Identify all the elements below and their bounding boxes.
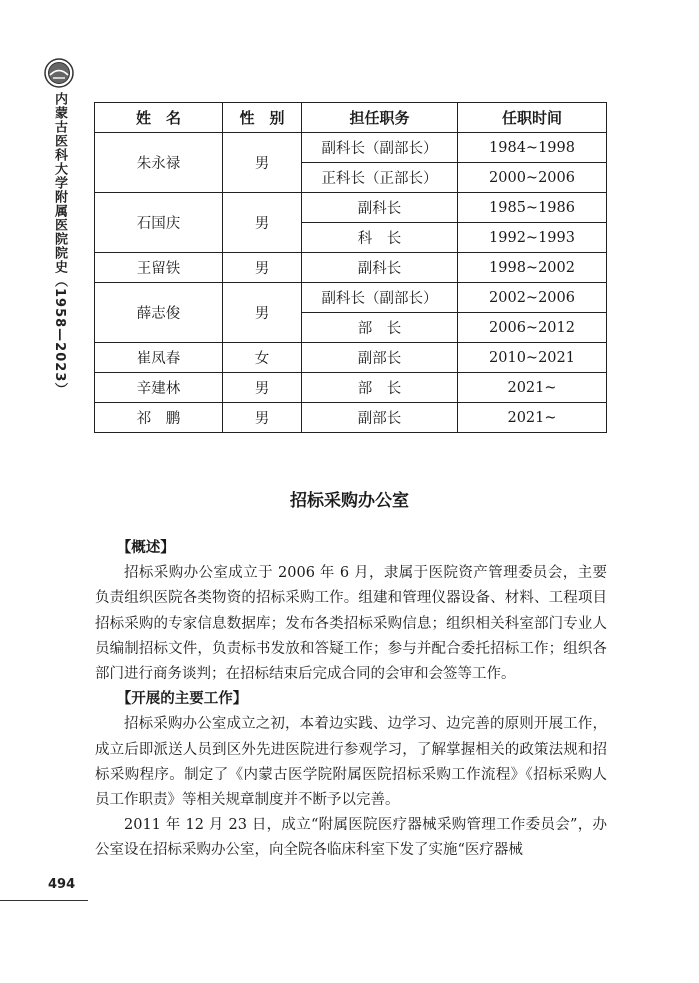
table-header-row <box>95 103 607 133</box>
table-row <box>95 133 607 163</box>
cell-period: 2006~2012 <box>458 313 607 343</box>
cell-post: 副部长 <box>302 403 458 433</box>
section-title: 招标采购办公室 <box>290 491 409 511</box>
cell-post: 副科长 <box>302 253 458 283</box>
cell-post: 副部长 <box>302 343 458 373</box>
cell-period: 1985~1986 <box>458 193 607 223</box>
cell-post: 正科长（正部长） <box>302 163 458 193</box>
section-body <box>95 536 607 864</box>
cell-name: 祁 鹏 <box>95 403 223 433</box>
work-paragraph-1: 招标采购办公室成立之初，本着边实践、边学习、边完善的原则开展工作，成立后即派送人员到区外先进医院进行参观学习，了解掌握相关的政策法规和招标采购程序。制定了《内蒙古医学院附属医院招标采购工作流程》《招标采购人员工作职责》等相关规章制度并不断予以完善。 <box>95 716 607 809</box>
cell-period: 2010~2021 <box>458 343 607 373</box>
table-row <box>95 403 607 433</box>
table-row <box>95 373 607 403</box>
table-row <box>95 283 607 313</box>
table-row <box>95 193 607 223</box>
page-number-rule <box>0 900 88 901</box>
cell-gender: 女 <box>223 343 302 373</box>
cell-post: 部 长 <box>302 373 458 403</box>
cell-name: 石国庆 <box>95 193 223 253</box>
page-number: 494 <box>48 877 76 892</box>
cell-period: 1998~2002 <box>458 253 607 283</box>
staff-table <box>94 102 607 433</box>
hospital-emblem-icon <box>44 58 74 88</box>
header-name: 姓 名 <box>95 103 223 133</box>
cell-gender: 男 <box>223 283 302 343</box>
table-row <box>95 253 607 283</box>
cell-gender: 男 <box>223 193 302 253</box>
cell-gender: 男 <box>223 373 302 403</box>
cell-post: 副科长 <box>302 193 458 223</box>
cell-post: 副科长（副部长） <box>302 283 458 313</box>
work-heading: 【开展的主要工作】 <box>116 691 248 708</box>
cell-period: 2021~ <box>458 403 607 433</box>
cell-name: 朱永禄 <box>95 133 223 193</box>
overview-heading: 【概述】 <box>116 540 175 556</box>
cell-period: 1984~1998 <box>458 133 607 163</box>
cell-post: 部 长 <box>302 313 458 343</box>
cell-name: 崔凤春 <box>95 343 223 373</box>
cell-period: 2021~ <box>458 373 607 403</box>
cell-gender: 男 <box>223 403 302 433</box>
header-period: 任职时间 <box>458 103 607 133</box>
header-gender: 性 别 <box>223 103 302 133</box>
cell-gender: 男 <box>223 253 302 283</box>
cell-gender: 男 <box>223 133 302 193</box>
cell-period: 1992~1993 <box>458 223 607 253</box>
cell-name: 王留铁 <box>95 253 223 283</box>
cell-post: 科 长 <box>302 223 458 253</box>
cell-period: 2002~2006 <box>458 283 607 313</box>
cell-post: 副科长（副部长） <box>302 133 458 163</box>
cell-name: 薛志俊 <box>95 283 223 343</box>
table-row <box>95 343 607 373</box>
overview-paragraph: 招标采购办公室成立于 2006 年 6 月，隶属于医院资产管理委员会，主要负责组织医院各类物资的招标采购工作。组建和管理仪器设备、材料、工程项目招标采购的专家信息数据库；发布各类招标采购信息；组织相关科室部门专业人员编制招标文件，负责标书发放和答疑工作；参与并配合委托招标工作；组织各部门进行商务谈判；在招标结束后完成合同的会审和会签等工作。 <box>95 565 607 683</box>
book-title-vertical: 内蒙古医科大学附属医院院史（1958—2023） <box>52 92 67 397</box>
cell-name: 辛建林 <box>95 373 223 403</box>
header-post: 担任职务 <box>302 103 458 133</box>
cell-period: 2000~2006 <box>458 163 607 193</box>
work-paragraph-2: 2011 年 12 月 23 日，成立“附属医院医疗器械采购管理工作委员会”，办公室设在招标采购办公室，向全院各临床科室下发了实施“医疗器械 <box>95 817 607 859</box>
